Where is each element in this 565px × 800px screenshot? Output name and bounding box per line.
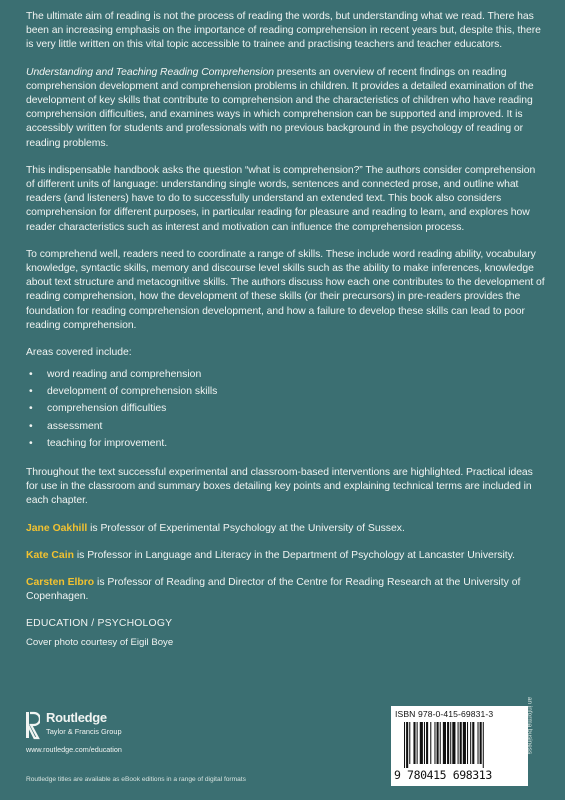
author-name: Kate Cain — [26, 549, 74, 561]
publisher-name: Routledge — [46, 710, 107, 725]
author-name: Carsten Elbro — [26, 577, 95, 589]
author-description: is Professor in Language and Literacy in the Department of Psychology at Lancaster University. — [73, 549, 516, 561]
list-item: • word reading and comprehension — [26, 366, 546, 383]
photo-credit: Cover photo courtesy of Eigil Boye — [26, 636, 174, 648]
interventions-paragraph: Throughout the text successful experimental and classroom-based interventions are highlighted. Practical ideas for use in the classroom and summary boxes detailing key points and explaining technical terms are included in each chapter. — [26, 467, 533, 507]
informa-business-text: an informa business — [526, 697, 533, 755]
book-title: Understanding and Teaching Reading Comprehension — [26, 66, 274, 78]
author-description: is Professor of Reading and Director of the Centre for Reading Research at the University of Copenhagen. — [26, 577, 521, 603]
bullet-icon: • — [29, 369, 33, 381]
list-item: • assessment — [26, 418, 546, 435]
bullet-icon: • — [29, 403, 33, 415]
publisher-url: www.routledge.com/education — [26, 745, 122, 754]
intro-paragraph: The ultimate aim of reading is not the process of reading the words, but understanding what we read. There has been an increasing emphasis on the importance of reading comprehension in recent years but, despite this, there is very little written on this vital topic accessible to trainee and practising teachers and teacher educators. — [26, 11, 541, 51]
author-bio — [26, 522, 546, 536]
bullet-icon: • — [29, 386, 33, 398]
barcode-icon — [404, 722, 516, 768]
handbook-paragraph: This indispensable handbook asks the question “what is comprehension?” The authors consider comprehension of different units of language: understanding single words, sentences and connected prose, and outline what readers (and listeners) have to do to successfully understand an extended text. This book also considers comprehension for different purposes, in particular reading for pleasure and reading to learn, and explores how reader characteristics such as interest and motivation can influence the comprehension process. — [26, 164, 536, 233]
bullet-icon: • — [29, 420, 33, 432]
overview-text: presents an overview of recent findings on reading comprehension development and comprehension problems in children. It provides a detailed examination of the development of key skills that contribute to comprehension and the characteristics of children who have reading comprehension difficulties, and examines ways in which comprehension can be supported and improved. It is accessibly written for students and professionals with no previous background in the psychology of reading or reading problems. — [26, 66, 534, 149]
back-cover-text — [26, 10, 546, 648]
list-item: • development of comprehension skills — [26, 383, 546, 400]
isbn-label: ISBN 978-0-415-69831-3 — [395, 709, 494, 719]
publisher-logo — [26, 708, 176, 752]
skills-paragraph: To comprehend well, readers need to coordinate a range of skills. These include word reading ability, vocabulary knowledge, syntactic skills, memory and discourse level skills such as the ability to make inferences, knowledge about text structure and metacognitive skills. The authors discuss how each one contributes to the development of reading comprehension, how the development of these skills (or their precursors) in pre-readers provides the foundation for reading comprehension development, and how a failure to develop these skills can lead to poor reading comprehension. — [26, 248, 545, 331]
subject-category: EDUCATION / PSYCHOLOGY — [26, 617, 173, 629]
overview-paragraph — [26, 66, 546, 151]
author-bio — [26, 549, 546, 563]
areas-list — [26, 366, 546, 452]
list-item: • teaching for improvement. — [26, 435, 546, 452]
ebook-note: Routledge titles are available as eBook editions in a range of digital formats — [26, 776, 246, 783]
publisher-group: Taylor & Francis Group — [46, 727, 122, 736]
author-description: is Professor of Experimental Psychology at the University of Sussex. — [87, 522, 405, 534]
areas-heading: Areas covered include: — [26, 347, 132, 359]
list-item: • comprehension difficulties — [26, 400, 546, 417]
routledge-logo-icon — [26, 710, 40, 740]
author-name: Jane Oakhill — [26, 522, 88, 534]
barcode-digits: 9 780415 698313 — [394, 768, 492, 782]
bullet-icon: • — [29, 437, 33, 449]
author-bio — [26, 576, 546, 604]
isbn-barcode-box — [391, 706, 528, 786]
